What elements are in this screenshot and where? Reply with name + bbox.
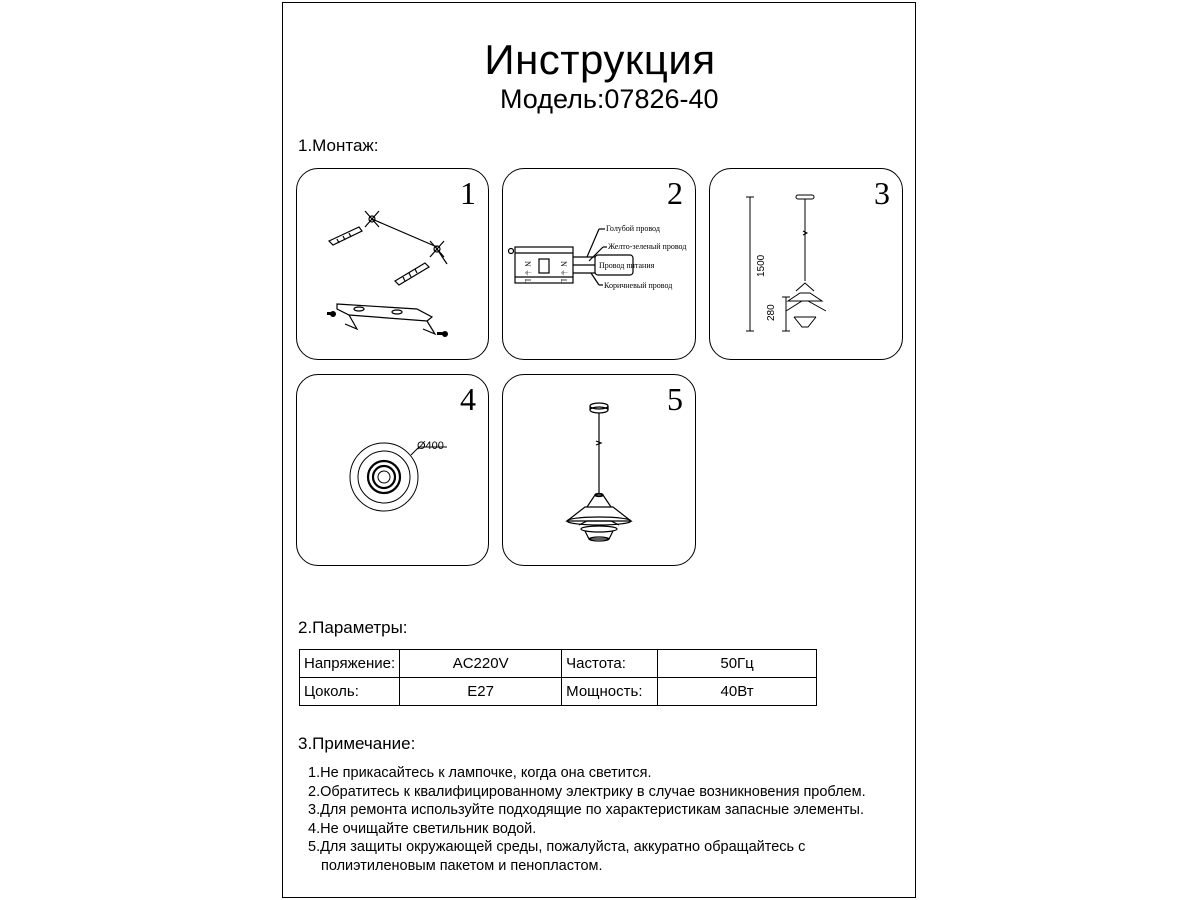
page-title: Инструкция [484, 36, 716, 83]
terminal-right-label: N ⏚ L [559, 261, 568, 284]
param-label: Цоколь: [300, 678, 400, 706]
param-value: 40Вт [658, 678, 817, 706]
parameters-table [299, 649, 817, 706]
panel-1-mounting [296, 168, 489, 360]
dimensions-drawing [710, 169, 904, 361]
panel-2-wiring [502, 168, 696, 360]
wiring-drawing [503, 169, 697, 361]
panel-number: 5 [667, 381, 683, 417]
terminal-left-label: N ⏚ L [523, 261, 532, 284]
panel-3-dimensions [709, 168, 903, 360]
top-view-drawing [297, 375, 490, 567]
panel-number: 3 [874, 175, 890, 211]
section-notes-heading: 3.Примечание: [298, 734, 416, 753]
param-label: Частота: [562, 650, 658, 678]
panel-number: 2 [667, 175, 683, 211]
panel-number: 1 [460, 175, 476, 211]
model-number: Модель:07826-40 [500, 84, 719, 114]
notes-list [308, 764, 866, 875]
param-label: Напряжение: [300, 650, 400, 678]
dimension-total: 1500 [756, 254, 767, 277]
list-item: 5.Для защиты окружающей среды, пожалуйста, аккуратно обращайтесь с [308, 839, 806, 855]
section-params-heading: 2.Параметры: [298, 618, 408, 637]
param-value: 50Гц [658, 650, 817, 678]
wire-label-yellow-green: Желто-зеленый провод [608, 242, 687, 251]
diameter-label: Ø400 [417, 440, 444, 452]
list-item: полиэтиленовым пакетом и пенопластом. [321, 857, 603, 874]
section-mount-heading: 1.Монтаж: [298, 136, 379, 155]
assembled-lamp-drawing [503, 375, 697, 567]
wire-label-power: Провод питания [599, 261, 655, 270]
list-item: 1.Не прикасайтесь к лампочке, когда она светится. [308, 765, 652, 781]
list-item: 3.Для ремонта используйте подходящие по характеристикам запасные элементы. [308, 802, 864, 818]
param-label: Мощность: [562, 678, 658, 706]
mounting-drawing [297, 169, 490, 361]
param-value: E27 [400, 678, 562, 706]
panel-number: 4 [460, 381, 476, 417]
wire-label-brown: Коричневый провод [604, 281, 673, 290]
dimension-shade: 280 [766, 304, 777, 321]
list-item: 2.Обратитесь к квалифицированному электрику в случае возникновения проблем. [308, 783, 866, 800]
param-value: AC220V [400, 650, 562, 678]
table-row [300, 678, 817, 706]
panel-4-top-view [296, 374, 489, 566]
table-row [300, 650, 817, 678]
list-item: 4.Не очищайте светильник водой. [308, 820, 537, 837]
panel-5-assembled [502, 374, 696, 566]
wire-label-blue: Голубой провод [606, 224, 660, 233]
